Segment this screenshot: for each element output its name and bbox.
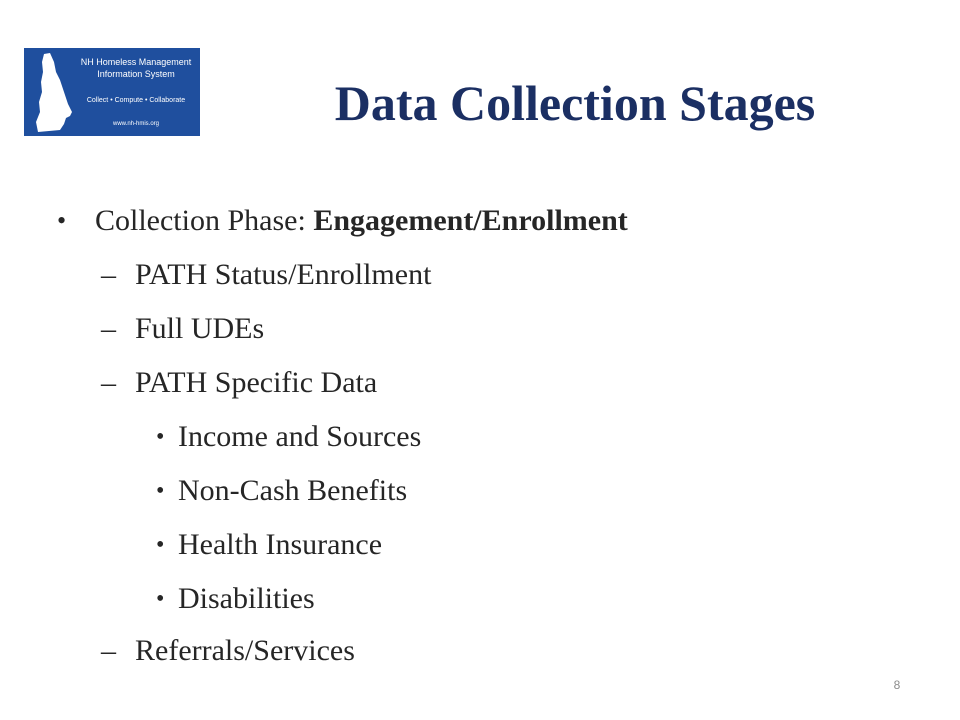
sub-sub-bullet-text: Disabilities [178, 582, 315, 615]
sub-bullet [101, 365, 378, 401]
dash-marker: – [101, 258, 116, 291]
bullet-marker: • [156, 478, 165, 504]
collection-phase-label: Collection Phase: [95, 204, 314, 237]
dash-marker: – [101, 366, 116, 399]
sub-sub-bullet [156, 473, 408, 509]
logo-tagline: Collect • Compute • Collaborate [86, 97, 186, 104]
dash-marker: – [101, 312, 116, 345]
sub-bullet [101, 257, 432, 293]
dash-marker: – [101, 634, 116, 667]
sub-sub-bullet [156, 419, 422, 455]
sub-bullet-text: Full UDEs [135, 312, 265, 345]
bullet-marker: • [156, 424, 165, 450]
sub-sub-bullet-text: Non-Cash Benefits [178, 474, 408, 507]
sub-bullet-text: PATH Status/Enrollment [135, 258, 432, 291]
bullet-marker: • [156, 586, 165, 612]
sub-bullet [101, 311, 265, 347]
sub-bullet-text: Referrals/Services [135, 634, 355, 667]
main-bullet [57, 203, 628, 239]
sub-sub-bullet-text: Health Insurance [178, 528, 383, 561]
logo-line-1: NH Homeless Management [80, 57, 192, 67]
bullet-marker: • [156, 532, 165, 558]
slide-title: Data Collection Stages [334, 75, 816, 131]
sub-sub-bullet [156, 527, 383, 563]
logo-line-2: Information System [97, 69, 175, 79]
bullet-marker: • [57, 206, 67, 235]
logo-url: www.nh-hmis.org [112, 121, 159, 127]
page-number: 8 [893, 678, 901, 692]
collection-phase-value: Engagement/Enrollment [313, 204, 628, 237]
sub-bullet-text: PATH Specific Data [135, 366, 378, 399]
sub-sub-bullet-text: Income and Sources [178, 420, 422, 453]
sub-bullet [101, 633, 355, 669]
sub-sub-bullet [156, 581, 315, 617]
